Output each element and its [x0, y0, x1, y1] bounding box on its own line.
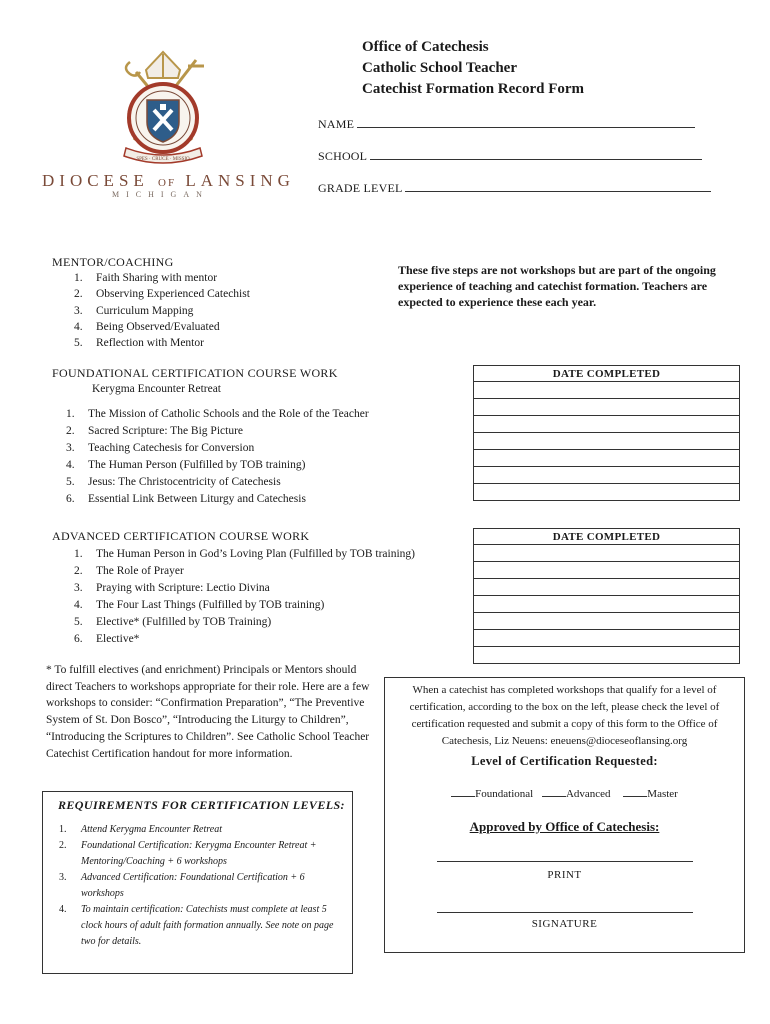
date-cell[interactable] — [474, 579, 740, 596]
option-foundational: Foundational — [475, 788, 534, 800]
list-item: 2. Foundational Certification: Kerygma Encounter Retreat + Mentoring/Coaching + 6 workshops — [59, 840, 317, 867]
list-item: 3. Teaching Catechesis for Conversion — [66, 442, 255, 454]
level-title: Level of Certification Requested: — [471, 754, 658, 768]
list-item: 1. Faith Sharing with mentor — [74, 272, 218, 284]
diocese-seal-logo — [108, 48, 218, 172]
electives-note: * To fulfill electives (and enrichment) Principals or Mentors should direct Teachers to workshops appropriate for their role. Here are a few workshops to consider: “Confirmation Preparation”, “The Preventive System of St. Don Bosco”, “Introducing the Liturgy to Children”, “Introducing the Scriptures to Children”. See Catholic School Teacher Catechist Certification handout for more information. — [46, 664, 370, 760]
date-cell[interactable] — [474, 630, 740, 647]
signature-line[interactable] — [437, 912, 693, 913]
list-item: 3. Curriculum Mapping — [74, 304, 194, 317]
option-advanced: Advanced — [565, 788, 611, 800]
date-completed-header: DATE COMPLETED — [474, 366, 740, 382]
mentor-title: MENTOR/COACHING — [52, 255, 174, 269]
list-item: 5. Reflection with Mentor — [74, 337, 204, 350]
date-cell[interactable] — [474, 450, 740, 467]
date-cell[interactable] — [474, 596, 740, 613]
date-cell[interactable] — [474, 545, 740, 562]
list-item: 4. To maintain certification: Catechists must complete at least 5 clock hours of adult faith formation annually. See note on page two for details. — [59, 904, 334, 947]
date-cell[interactable] — [474, 467, 740, 484]
requirements-title: REQUIREMENTS FOR CERTIFICATION LEVELS: — [58, 798, 345, 812]
date-cell[interactable] — [474, 647, 740, 664]
grade-level-field[interactable]: GRADE LEVEL — [318, 181, 711, 196]
level-options — [385, 788, 744, 800]
list-item: 3. Advanced Certification: Foundational Certification + 6 workshops — [59, 872, 305, 899]
date-cell[interactable] — [474, 433, 740, 450]
list-item: 1. The Mission of Catholic Schools and the Role of the Teacher — [66, 408, 369, 420]
mentor-note: These five steps are not workshops but are part of the ongoing experience of teaching and catechist formation. Teachers are expected to experience these each year. — [398, 263, 716, 309]
date-cell[interactable] — [474, 613, 740, 630]
name-field[interactable]: NAME — [318, 117, 695, 132]
diocese-subtitle: MICHIGAN — [112, 190, 209, 199]
print-label: PRINT — [547, 869, 582, 881]
advanced-list — [74, 546, 474, 648]
list-item: 6. Essential Link Between Liturgy and Catechesis — [66, 493, 306, 505]
approved-title: Approved by Office of Catechesis: — [469, 819, 660, 834]
list-item: 2. Sacred Scripture: The Big Picture — [66, 425, 243, 437]
date-cell[interactable] — [474, 416, 740, 433]
list-item: 4. The Four Last Things (Fulfilled by TOB training) — [74, 599, 325, 611]
diocese-name: DIOCESE OF LANSING — [42, 171, 295, 190]
seal-motto: SPES · CRUCE · MISSIO — [136, 157, 190, 162]
school-field[interactable]: SCHOOL — [318, 149, 702, 164]
list-item: 2. The Role of Prayer — [74, 565, 184, 577]
foundational-date-table — [473, 365, 740, 501]
date-cell[interactable] — [474, 484, 740, 501]
requirements-list — [59, 822, 341, 950]
advanced-title: ADVANCED CERTIFICATION COURSE WORK — [52, 529, 310, 543]
list-item: 5. Jesus: The Christocentricity of Catechesis — [66, 476, 281, 488]
signature-label: SIGNATURE — [531, 918, 598, 930]
certification-request-box — [384, 677, 745, 953]
foundational-title: FOUNDATIONAL CERTIFICATION COURSE WORK — [52, 366, 338, 380]
list-item: 2. Observing Experienced Catechist — [74, 288, 250, 301]
date-cell[interactable] — [474, 382, 740, 399]
list-item: 5. Elective* (Fulfilled by TOB Training) — [74, 616, 272, 628]
date-cell[interactable] — [474, 399, 740, 416]
certification-instructions: When a catechist has completed workshops that qualify for a level of certification, according to the box on the left, please check the level of certification requested and submit a copy of this form to the Office of Catechesis, Liz Neuens: eneuens@dioceseoflansing.org — [409, 684, 720, 747]
print-line[interactable] — [437, 861, 693, 862]
list-item: 1. The Human Person in God’s Loving Plan (Fulfilled by TOB training) — [74, 548, 415, 560]
list-item: 4. Being Observed/Evaluated — [74, 320, 220, 333]
form-title: Office of Catechesis Catholic School Teacher Catechist Formation Record Form — [362, 39, 585, 97]
advanced-checkbox[interactable] — [542, 796, 566, 797]
mentor-list — [74, 270, 354, 351]
list-item: 6. Elective* — [74, 633, 140, 645]
option-master: Master — [647, 788, 678, 800]
foundational-checkbox[interactable] — [451, 796, 475, 797]
advanced-date-table — [473, 528, 740, 664]
list-item: 1. Attend Kerygma Encounter Retreat — [59, 824, 222, 835]
date-completed-header: DATE COMPLETED — [474, 529, 740, 545]
requirements-box — [42, 791, 353, 974]
list-item: 3. Praying with Scripture: Lectio Divina — [74, 582, 270, 594]
master-checkbox[interactable] — [623, 796, 647, 797]
date-cell[interactable] — [474, 562, 740, 579]
kerygma-retreat-item: Kerygma Encounter Retreat — [92, 383, 221, 395]
foundational-list — [66, 406, 466, 508]
list-item: 4. The Human Person (Fulfilled by TOB training) — [66, 459, 306, 471]
